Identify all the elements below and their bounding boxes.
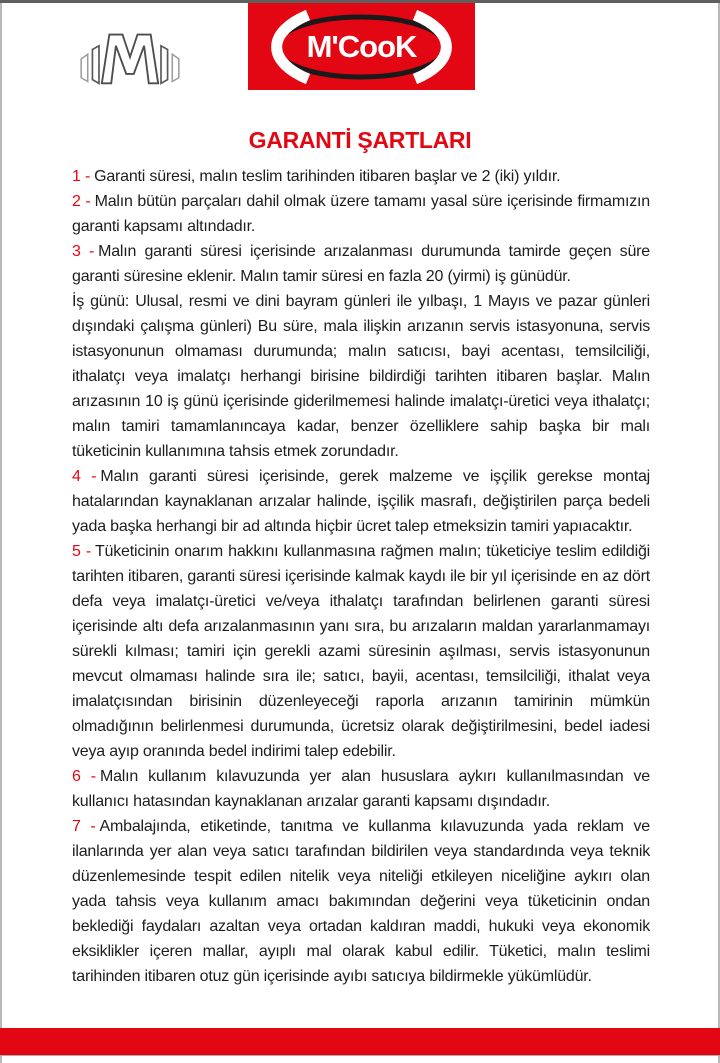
term-text: Tüketicinin onarım hakkını kullanmasına rağmen malın; tüketiciye teslim edildiği tarihten itibaren, garanti süresi içerisinde kalmak kaydı ile bir yıl içerisinde en az dört defa veya imalatçı-üretici ve/veya ithalatçı tarafından belirlenen garanti süresi içerisinde altı defa arızalanmasının yanı sıra, bu arızaların maldan yararlanmamayı sürekli kılması; tamiri için gerekli azami süresinin aşılması, servis istasyonunun mevcut olmaması halinde sıra ile; satıcı, bayii, acentası, temsilciliği, ithalat veya imalatçısından birisinin düzenleyeceği raporla arızanın tamirinin mümkün olmadığının belirlenmesi durumunda, ücretsiz olarak değiştirilmesini, bedel iadesi veya ayıp oranında bedel indirimi talep edebilir.	[72, 543, 650, 760]
term-number: 7 -	[72, 818, 96, 835]
term-number: 2 -	[72, 193, 91, 210]
term-paragraph-6	[72, 764, 650, 814]
term-text: Malın garanti süresi içerisinde arızalanması durumunda tamirde geçen süre garanti süresine eklenir. Malın tamir süresi en fazla 20 (yirmi) iş günüdür.	[72, 243, 650, 285]
term-paragraph-1	[72, 164, 650, 189]
term-number: 6 -	[72, 768, 96, 785]
term-text: Garanti süresi, malın teslim tarihinden itibaren başlar ve 2 (iki) yıldır.	[94, 168, 561, 185]
term-text: Malın bütün parçaları dahil olmak üzere tamamı yasal süre içerisinde firmamızın garanti kapsamı altındadır.	[72, 193, 651, 235]
term-number: 1 -	[72, 168, 91, 185]
term-paragraph-5	[72, 539, 650, 764]
page-edge-left	[0, 3, 2, 1063]
term-text: Ambalajında, etiketinde, tanıtma ve kullanma kılavuzunda yada reklam ve ilanlarında yer alan veya satıcı tarafından bildirilen veya standardında veya teknik düzenlemesinde tespit edilen nitelik veya niteliği etkileyen niceliğine aykırı olan yada tahsis veya kullanım amacı bakımından değerini veya tüketicinin ondan beklediği faydaları azaltan veya ortadan kaldıran maddi, hukuki veya ekonomik eksiklikler içeren mallar, ayıplı mal olarak kabul edilir. Tüketici, malın teslimi tarihinden itibaren otuz gün içerisinde ayıbı satıcıya bildirmekle yükümlüdür.	[72, 818, 650, 985]
footer-red-bar	[0, 1028, 720, 1055]
page-title: GARANTİ ŞARTLARI	[248, 127, 472, 153]
header	[0, 3, 720, 93]
term-text: İş günü: Ulusal, resmi ve dini bayram günleri ile yılbaşı, 1 Mayıs ve pazar günleri dışındaki çalışma günleri) Bu süre, mala ilişkin arızanın servis istasyonuna, servis istasyonunun olmaması durumunda; malın satıcısı, bayi acentası, temsilciliği, ithalatçı veya imalatçı herhangi birisine bildirdiği tarihten itibaren başlar. Malın arızasının 10 iş günü içerisinde giderilmemesi halinde imalatçı-üretici veya ithalatçı; malın tamiri tamamlanıncaya kadar, benzer özelliklere sahip başka bir malı tüketicinin kullanımına tahsis etmek zorundadır.	[72, 293, 650, 460]
m-monogram-logo	[70, 27, 190, 89]
term-paragraph-2	[72, 189, 650, 239]
term-paragraph-workday-note	[72, 289, 650, 464]
term-text: Malın garanti süresi içerisinde, gerek malzeme ve işçilik gerekse montaj hatalarından kaynaklanan arızalar halinde, işçilik masrafı, değiştirilen parça bedeli yada başka herhangi bir ad altında hiçbir ücret talep etmeksizin tamiri yapıacaktır.	[72, 468, 650, 535]
warranty-terms	[0, 160, 720, 989]
term-number: 5 -	[72, 543, 91, 560]
term-text: Malın kullanım kılavuzunda yer alan hususlara aykırı kullanılmasından ve kullanıcı hatasından kaynaklanan arızalar garanti kapsamı dışındadır.	[72, 768, 650, 810]
brand-text: M'CooK	[306, 29, 417, 64]
mcook-logo	[248, 3, 475, 90]
term-paragraph-7	[72, 814, 650, 989]
term-paragraph-3	[72, 239, 650, 289]
footer-edge-line	[0, 1055, 720, 1056]
term-number: 4 -	[72, 468, 97, 485]
term-paragraph-4	[72, 464, 650, 539]
term-number: 3 -	[72, 243, 95, 260]
